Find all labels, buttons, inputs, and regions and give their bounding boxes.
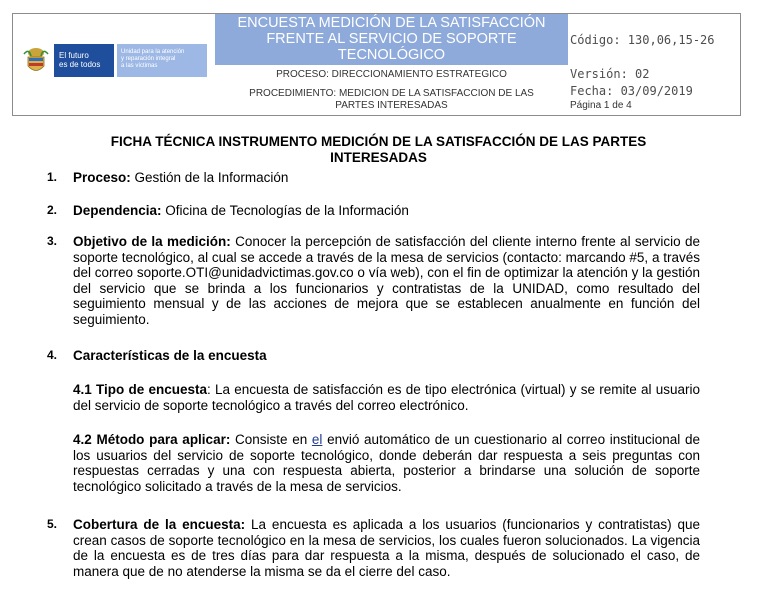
sub-item-text: Consiste en <box>230 432 312 447</box>
form-code: Código: 130,06,15-26 <box>570 33 715 47</box>
list-item <box>47 203 700 219</box>
sub-item-survey-type <box>73 382 700 413</box>
list-item <box>47 170 700 186</box>
item-label: Objetivo de la medición: <box>73 234 231 249</box>
version-label: Versión: 02 <box>570 67 650 81</box>
sub-item-text: : La encuesta de satisfacción es de tipo electrónica (virtual) y se remite al usuario del servicio de soporte tecnológico a través del correo electrónico. <box>73 382 700 413</box>
date-label: Fecha: 03/09/2019 <box>570 84 693 98</box>
list-item <box>47 517 700 579</box>
underlined-word: el <box>311 432 323 447</box>
item-number: 1. <box>47 170 58 184</box>
item-text: Oficina de Tecnologías de la Información <box>161 203 409 218</box>
sub-item-label: 4.1 Tipo de encuesta <box>73 382 207 397</box>
item-label: Dependencia: <box>73 203 162 218</box>
sub-item-method <box>73 432 700 494</box>
institution-logo <box>21 44 207 77</box>
page-number: Página 1 de 4 <box>570 100 632 111</box>
coat-of-arms-icon <box>21 44 51 77</box>
document-title: FICHA TÉCNICA INSTRUMENTO MEDICIÓN DE LA SATISFACCIÓN DE LAS PARTES INTERESADAS <box>110 134 647 165</box>
form-title: ENCUESTA MEDICIÓN DE LA SATISFACCIÓN FRENTE AL SERVICIO DE SOPORTE TECNOLÓGICO <box>215 14 568 65</box>
item-number: 4. <box>47 348 58 362</box>
sub-item-label: 4.2 Método para aplicar: <box>73 432 231 447</box>
item-label: Cobertura de la encuesta: <box>73 517 246 532</box>
logo-slogan: El futuro es de todos <box>54 44 114 77</box>
procedure-label: PROCEDIMIENTO: MEDICION DE LA SATISFACCION DE LAS PARTES INTERESADAS <box>249 88 534 111</box>
list-item <box>47 348 700 364</box>
list-item <box>47 234 700 327</box>
logo-cell <box>13 14 215 115</box>
item-text: Gestión de la Información <box>130 170 289 185</box>
item-text: La encuesta es aplicada a los usuarios (funcionarios y contratistas) que crean casos de soporte tecnológico en la mesa de servicios, los cuales fueron solucionados. La vigencia de la encuesta es de tres días para dar respuesta a la misma, después de solucionado el caso, de manera que de no atenderse la misma se da el cierre del caso. <box>73 517 701 579</box>
item-label: Características de la encuesta <box>73 348 267 363</box>
process-label: PROCESO: DIRECCIONAMIENTO ESTRATEGICO <box>276 69 507 80</box>
logo-entity-name: Unidad para la atención y reparación integral a las víctimas <box>117 44 207 77</box>
item-number: 3. <box>47 234 58 248</box>
item-label: Proceso: <box>73 170 131 185</box>
item-text: Conocer la percepción de satisfacción del cliente interno frente al servicio de soporte tecnológico, al cual se accede a través de la mesa de servicios (contacto: marcando #5, a través del correo soporte.OTI@unidadvictimas.gov.co o vía web), con el fin de optimizar la atención y la gestión del servicio que se brinda a los funcionarios y contratistas de la UNIDAD, como resultado del seguimiento mensual y de las acciones de mejora que se establecen anualmente en función del seguimiento. <box>73 234 701 327</box>
sub-item-text: envió automático de un cuestionario al correo institucional de los usuarios del servicio de soporte tecnológico, donde deberán dar respuesta a seis preguntas con respuestas cerradas y una con respuesta abierta, posterior a brindarse una solución de soporte tecnológico solicitado a través de la mesa de servicios. <box>73 432 700 494</box>
item-number: 2. <box>47 203 58 217</box>
item-number: 5. <box>47 517 58 531</box>
document-header-table <box>12 13 741 116</box>
